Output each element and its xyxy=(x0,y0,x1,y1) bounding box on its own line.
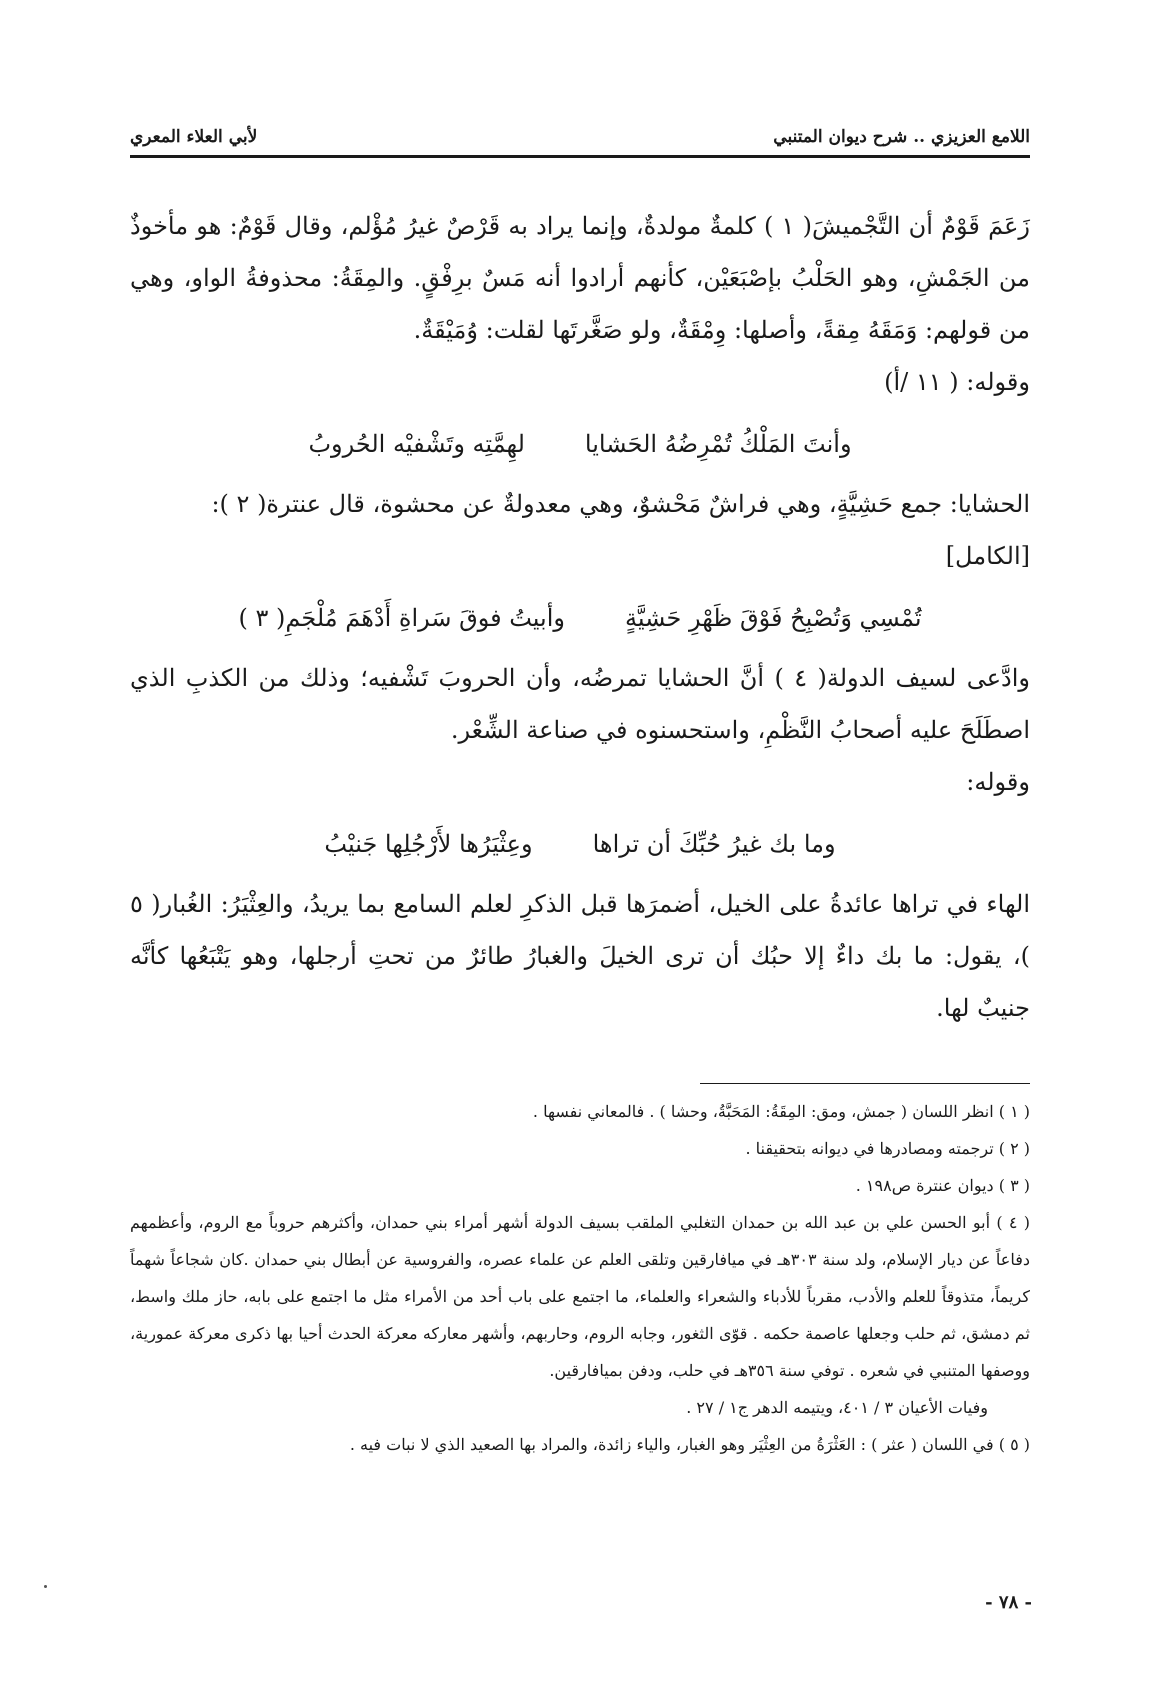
footnote-divider xyxy=(700,1083,1030,1084)
verse-1-second-hemistich: لهِمَّتِه وتَشْفيْه الحُروبُ xyxy=(308,430,525,458)
header-book-title: اللامع العزيزي .. شرح ديوان المتنبي xyxy=(773,127,1030,147)
verse-intro-1: وقوله: ( ١١ /أ) xyxy=(884,368,1030,396)
footnotes xyxy=(130,1093,1030,1463)
paragraph-ithyar: الهاء في تراها عائدةُ على الخيل، أضمرَها قبل الذكرِ لعلم السامع بما يريدُ، والعِثْيَرُ: الغُبار( ٥ )، يقول: ما بك داءٌ إلا حبُك أن ترى الخيلَ والغبارُ طائرٌ من تحتِ أرجلها، وهو يَتْبَعُها كأنَّه جنيبٌ لها. xyxy=(130,890,1030,1022)
verse-intro-3: وقوله: xyxy=(966,768,1030,796)
verse-3-first-hemistich: وما بك غيرُ حُبِّكَ أن تراها xyxy=(592,830,836,858)
verse-3-second-hemistich: وعِثْيَرُها لأَرْجُلِها جَنيْبُ xyxy=(324,830,533,858)
scan-speck xyxy=(44,1585,47,1588)
verse-2-first-hemistich: تُمْسِي وَتُصْبِحُ فَوْقَ ظَهْرِ حَشِيَّةٍ xyxy=(624,604,922,632)
verse-2-second-hemistich: وأبيتُ فوقَ سَراةِ أَدْهَمَ مُلْجَمِ( ٣ ) xyxy=(238,604,565,632)
header-author: لأبي العلاء المعري xyxy=(130,127,258,147)
page-number: - ٧٨ - xyxy=(985,1592,1032,1613)
verse-1-first-hemistich: وأنتَ المَلْكُ تُمْرِضُهُ الحَشايا xyxy=(584,430,852,458)
meter-label: [الكامل] xyxy=(945,542,1030,570)
paragraph-sayf-aldawla: وادَّعى لسيف الدولة( ٤ ) أنَّ الحشايا تمرضُه، وأن الحروبَ تَشْفيه؛ وذلك من الكذبِ الذي اصطَلَحَ عليه أصحابُ النَّظْمِ، واستحسنوه في صناعة الشِّعْر. xyxy=(130,664,1030,744)
verse-1 xyxy=(130,418,1030,470)
footnote-5: ( ٥ ) في اللسان ( عثر ) : العَثْرَةُ من العِثْيَر وهو الغبار، والياء زائدة، والمراد بها الصعيد الذي لا نبات فيه . xyxy=(349,1435,1030,1454)
footnote-4: ( ٤ ) أبو الحسن علي بن عبد الله بن حمدان التغلبي الملقب بسيف الدولة أشهر أمراء بني حمدان، وأكثرهم حروباً مع الروم، وأعظمهم دفاعاً عن ديار الإسلام، ولد سنة ٣٠٣هـ في ميافارقين وتلقى العلم عن علماء عصره، والفروسية عن أبطال بني حمدان .كان شجاعاً شهماً كريماً، متذوقاً للعلم والأدب، مقرباً للأدباء والشعراء والعلماء، ما اجتمع على باب أحد من الأمراء مثل ما اجتمع على بابه، حاز ملك واسط، ثم دمشق، ثم حلب وجعلها عاصمة حكمه . قوّى الثغور، وجابه الروم، وحاربهم، وأشهر معاركه معركة الحدث أحيا بها ذكرى معركة عمورية، ووصفها المتنبي في شعره . توفي سنة ٣٥٦هـ في حلب، ودفن بميافارقين. xyxy=(130,1213,1031,1380)
footnote-3: ( ٣ ) ديوان عنترة ص١٩٨ . xyxy=(855,1176,1030,1195)
paragraph-tajmish: زَعَمَ قَوْمٌ أن التَّجْميشَ( ١ ) كلمةٌ مولدةٌ، وإنما يراد به قَرْصٌ غيرُ مُؤْلم، وقال قَوْمٌ: هو مأخوذٌ من الجَمْشِ، وهو الحَلْبُ بإصْبَعَيْن، كأنهم أرادوا أنه مَسٌ برِفْقٍ. والمِقَةُ: محذوفةُ الواو، وهي من قولهم: وَمَقَهُ مِقةً، وأصلها: وِمْقَةٌ، ولو صَغَّرتَها لقلت: وُمَيْقَةٌ. xyxy=(130,212,1030,344)
footnote-1: ( ١ ) انظر اللسان ( جمش، ومق: المِقَةُ: المَحَبَّةُ، وحشا ) . فالمعاني نفسها . xyxy=(532,1102,1030,1121)
paragraph-hashaya: الحشايا: جمع حَشِيَّةٍ، وهي فراشٌ مَحْشوٌ، وهي معدولةٌ عن محشوة، قال عنترة( ٢ ): xyxy=(211,490,1030,518)
main-text xyxy=(130,200,1030,1034)
verse-3 xyxy=(130,818,1030,870)
running-header xyxy=(130,112,1030,158)
footnote-2: ( ٢ ) ترجمته ومصادرها في ديوانه بتحقيقنا . xyxy=(745,1139,1030,1158)
verse-2 xyxy=(130,592,1030,644)
footnote-4-sources: وفيات الأعيان ٣ / ٤٠١، ويتيمه الدهر ج١ / ٢٧ . xyxy=(686,1398,988,1417)
